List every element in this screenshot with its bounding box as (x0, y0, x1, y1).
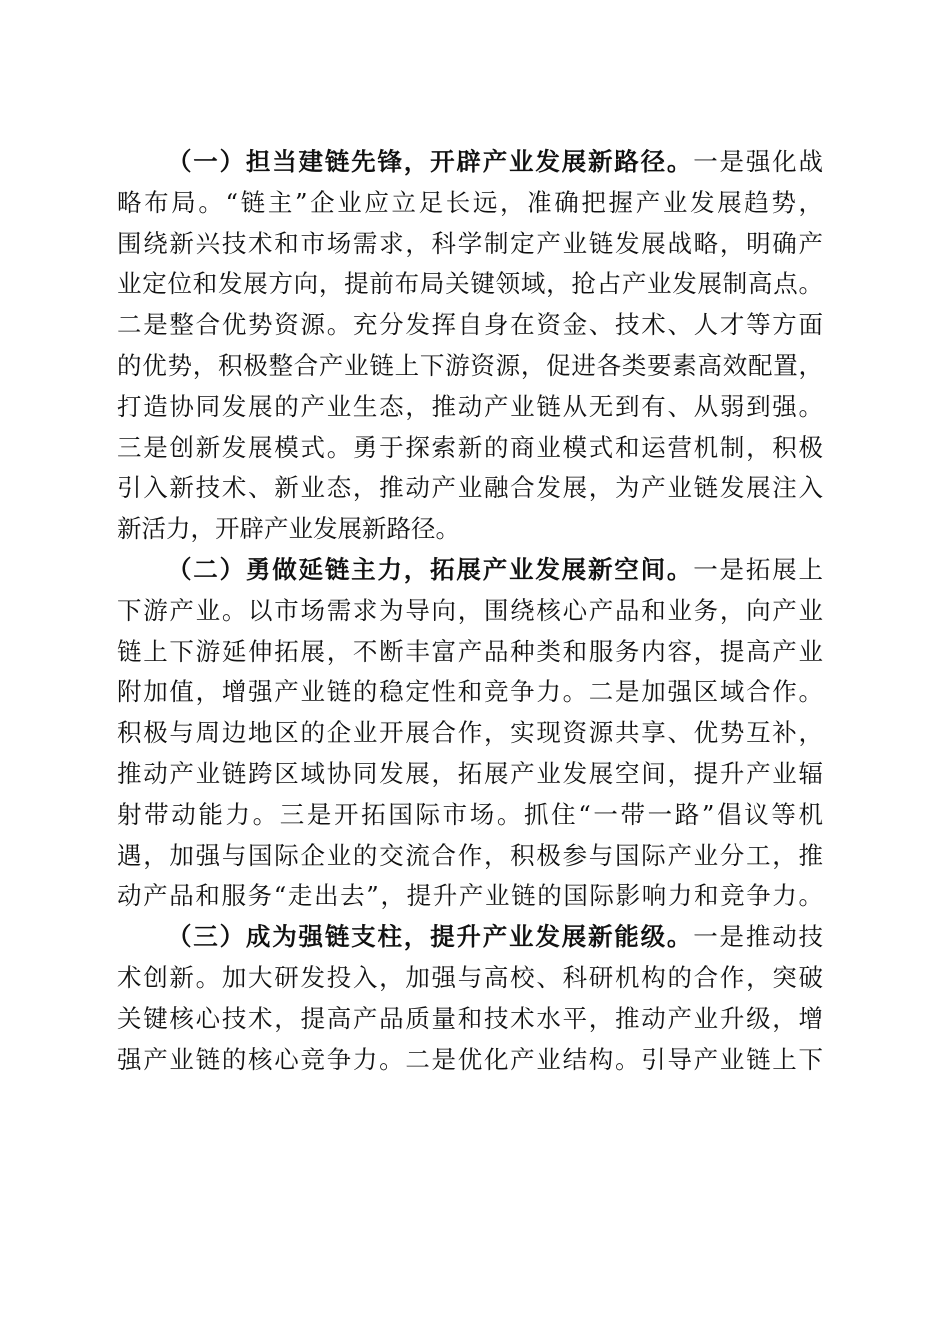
text-span: 一是推动技 (693, 922, 823, 952)
text-line: 术创新。加大研发投入，加强与高校、科研机构的合作，突破 (117, 962, 823, 992)
text-line: 打造协同发展的产业生态，推动产业链从无到有、从弱到强。 (117, 391, 823, 421)
text-line: 射带动能力。三是开拓国际市场。抓住“一带一路”倡议等机 (117, 799, 823, 829)
paragraph-2 (117, 550, 823, 917)
section-heading: （三）成为强链支柱，提升产业发展新能级。 (167, 922, 694, 952)
text-line (117, 917, 823, 958)
section-heading: （二）勇做延链主力，拓展产业发展新空间。 (167, 554, 694, 584)
paragraph-1 (117, 142, 823, 550)
text-line: 关键核心技术，提高产品质量和技术水平，推动产业升级，增 (117, 1003, 823, 1033)
text-line: 强产业链的核心竞争力。二是优化产业结构。引导产业链上下 (117, 1044, 823, 1074)
text-line: 动产品和服务“走出去”，提升产业链的国际影响力和竞争力。 (117, 881, 823, 911)
text-line: 新活力，开辟产业发展新路径。 (117, 514, 460, 544)
section-heading: （一）担当建链先锋，开辟产业发展新路径。 (167, 147, 694, 176)
text-line: 推动产业链跨区域协同发展，拓展产业发展空间，提升产业辐 (117, 758, 823, 788)
text-line: 三是创新发展模式。勇于探索新的商业模式和运营机制，积极 (117, 432, 823, 462)
document-body (117, 142, 823, 1080)
text-line (117, 142, 823, 183)
text-line: 遇，加强与国际企业的交流合作，积极参与国际产业分工，推 (117, 840, 823, 870)
text-line: 积极与周边地区的企业开展合作，实现资源共享、优势互补， (117, 718, 823, 748)
text-line: 下游产业。以市场需求为导向，围绕核心产品和业务，向产业 (117, 595, 823, 625)
paragraph-3 (117, 917, 823, 1080)
text-span: 一是拓展上 (693, 554, 823, 584)
text-line: 二是整合优势资源。充分发挥自身在资金、技术、人才等方面 (117, 310, 823, 340)
text-span: 一是强化战 (693, 147, 823, 176)
text-line: 引入新技术、新业态，推动产业融合发展，为产业链发展注入 (117, 473, 823, 503)
text-line: 的优势，积极整合产业链上下游资源，促进各类要素高效配置， (117, 350, 823, 380)
text-line: 围绕新兴技术和市场需求，科学制定产业链发展战略，明确产 (117, 228, 823, 258)
text-line: 业定位和发展方向，提前布局关键领域，抢占产业发展制高点。 (117, 269, 823, 299)
text-line: 略布局。“链主”企业应立足长远，准确把握产业发展趋势， (117, 187, 823, 217)
text-line: 链上下游延伸拓展，不断丰富产品种类和服务内容，提高产业 (117, 636, 823, 666)
text-line (117, 550, 823, 591)
text-line: 附加值，增强产业链的稳定性和竞争力。二是加强区域合作。 (117, 677, 823, 707)
